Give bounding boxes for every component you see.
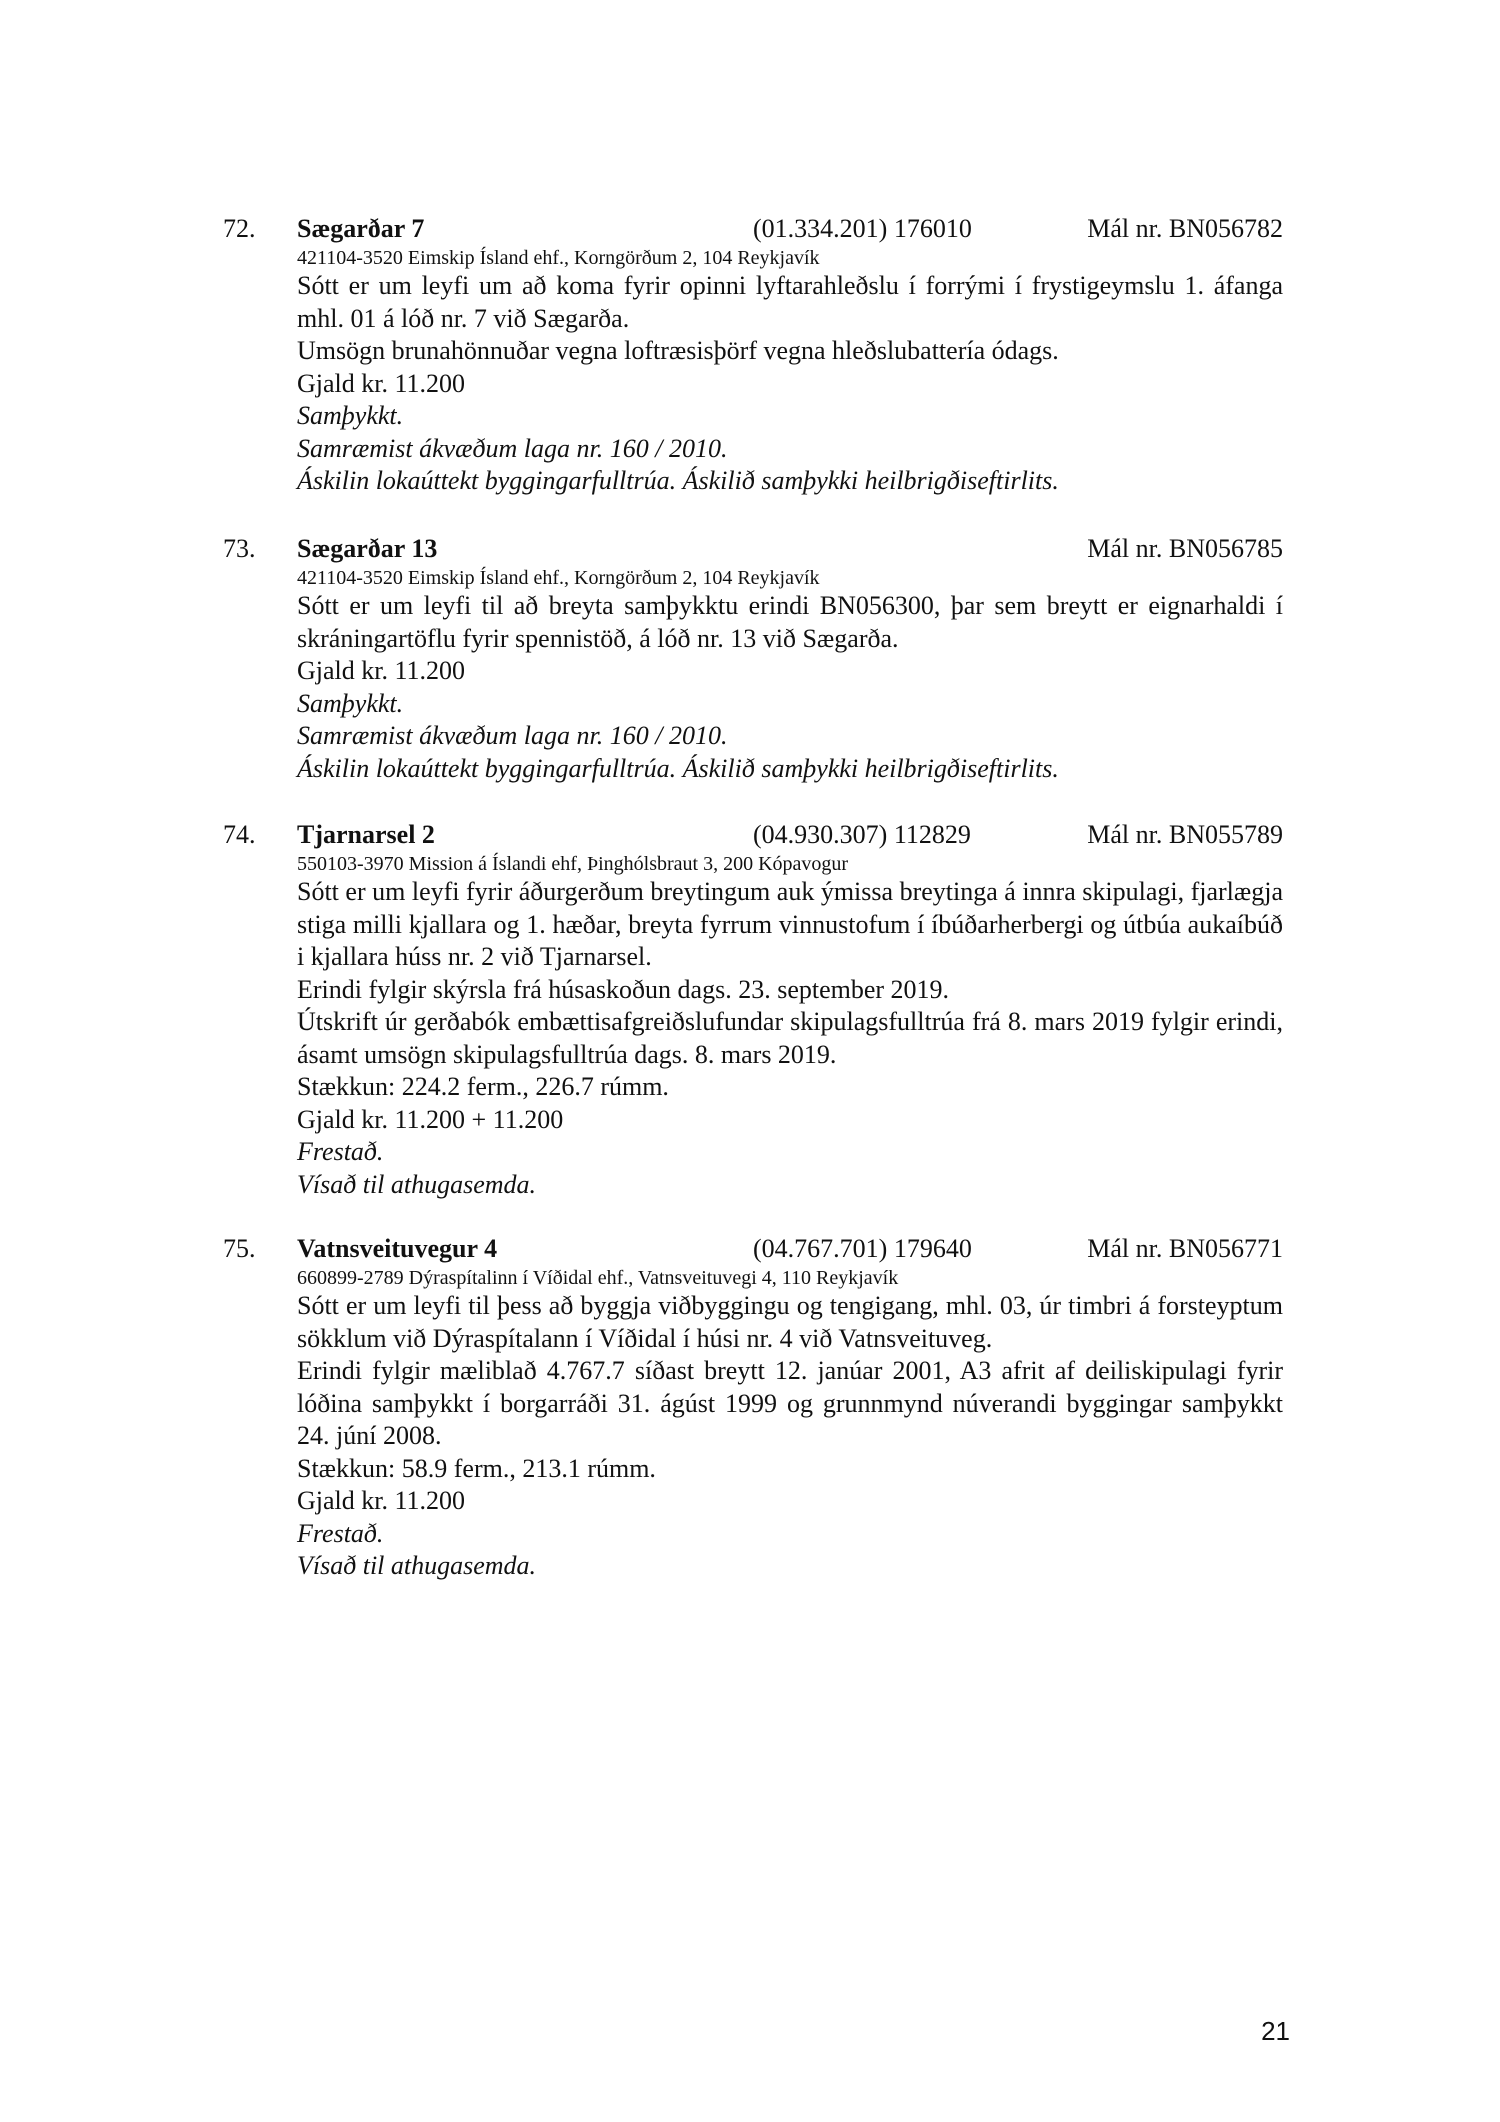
entry-address: Tjarnarsel 2 <box>297 820 435 849</box>
entry-reference: (04.930.307) 112829 <box>753 820 971 849</box>
entry-decision: Samþykkt. <box>297 401 404 430</box>
entry-description: Sótt er um leyfi til þess að byggja viðbyggingu og tengigang, mhl. 03, úr timbri á forsteyptum sökklum við Dýraspítalann í Víðidal í húsi nr. 4 við Vatnsveituveg. <box>297 1291 1283 1353</box>
entry-condition: Áskilin lokaúttekt byggingarfulltrúa. Áskilið samþykki heilbrigðiseftirlits. <box>297 753 1059 783</box>
entry-decision: Frestað. <box>297 1137 384 1166</box>
entry-72 <box>223 212 1283 498</box>
entry-description: Sótt er um leyfi til að breyta samþykktu erindi BN056300, þar sem breytt er eignarhaldi í skráningartöflu fyrir spennistöð, á lóð nr. 13 við Sægarða. <box>297 591 1283 653</box>
entry-description: Sótt er um leyfi fyrir áðurgerðum breytingum auk ýmissa breytinga á innra skipulagi, fjarlægja stiga milli kjallara og 1. hæðar, breyta fyrrum vinnustofum í íbúðarherbergi og útbúa aukaíbúð i kjallara húss nr. 2 við Tjarnarsel. <box>297 877 1283 971</box>
entry-reference: (01.334.201) 176010 <box>753 214 972 243</box>
entry-body <box>297 566 1283 785</box>
entry-case-number: Mál nr. BN056771 <box>1087 1234 1283 1263</box>
entry-referral: Vísað til athugasemda. <box>297 1551 537 1580</box>
entry-decision: Samþykkt. <box>297 688 404 718</box>
entry-address: Vatnsveituvegur 4 <box>297 1234 498 1263</box>
entry-number: 73. <box>223 534 256 563</box>
entry-number: 72. <box>223 214 256 243</box>
entry-decision: Frestað. <box>297 1518 384 1548</box>
entry-reference: (04.767.701) 179640 <box>753 1234 972 1263</box>
entry-description: Sótt er um leyfi um að koma fyrir opinni lyftarahleðslu í forrými í frystigeymslu 1. áfanga mhl. 01 á lóð nr. 7 við Sægarða. <box>297 271 1283 333</box>
entry-applicant: 660899-2789 Dýraspítalinn í Víðidal ehf., Vatnsveituvegi 4, 110 Reykjavík <box>297 1267 899 1289</box>
entry-case-number: Mál nr. BN056785 <box>1087 534 1283 563</box>
entry-case-number: Mál nr. BN056782 <box>1087 214 1283 243</box>
entry-fee: Gjald kr. 11.200 <box>297 656 466 685</box>
entry-law: Samræmist ákvæðum laga nr. 160 / 2010. <box>297 721 728 750</box>
entry-applicant: 421104-3520 Eimskip Ísland ehf., Korngörðum 2, 104 Reykjavík <box>297 247 820 269</box>
entry-74 <box>223 818 1283 1201</box>
entry-header <box>223 818 1283 852</box>
entry-applicant: 550103-3970 Mission á Íslandi ehf, Þinghólsbraut 3, 200 Kópavogur <box>297 853 849 875</box>
entry-condition: Áskilin lokaúttekt byggingarfulltrúa. Áskilið samþykki heilbrigðiseftirlits. <box>297 466 1059 495</box>
entry-75 <box>223 1232 1283 1583</box>
entry-address: Sægarðar 7 <box>297 214 425 243</box>
entry-enlargement: Stækkun: 224.2 ferm., 226.7 rúmm. <box>297 1072 669 1101</box>
entry-fee: Gjald kr. 11.200 <box>297 368 466 398</box>
entry-number: 75. <box>223 1234 256 1263</box>
entry-law: Samræmist ákvæðum laga nr. 160 / 2010. <box>297 433 728 463</box>
entry-note: Erindi fylgir skýrsla frá húsaskoðun dags. 23. september 2019. <box>297 974 950 1004</box>
entry-number: 74. <box>223 820 256 849</box>
entry-body <box>297 246 1283 498</box>
entry-73 <box>223 532 1283 785</box>
entry-header <box>223 212 1283 246</box>
entry-fee: Gjald kr. 11.200 + 11.200 <box>297 1104 564 1134</box>
entry-note: Útskrift úr gerðabók embættisafgreiðslufundar skipulagsfulltrúa frá 8. mars 2019 fylgir erindi, ásamt umsögn skipulagsfulltrúa dags. 8. mars 2019. <box>297 1007 1283 1069</box>
entry-referral: Vísað til athugasemda. <box>297 1169 537 1199</box>
entry-header <box>223 532 1283 566</box>
entry-body <box>297 1266 1283 1583</box>
entry-note: Umsögn brunahönnuðar vegna loftræsisþörf vegna hleðslubattería ódags. <box>297 336 1059 365</box>
entry-fee: Gjald kr. 11.200 <box>297 1486 466 1515</box>
entry-case-number: Mál nr. BN055789 <box>1087 820 1283 849</box>
entry-enlargement: Stækkun: 58.9 ferm., 213.1 rúmm. <box>297 1453 656 1483</box>
entry-applicant: 421104-3520 Eimskip Ísland ehf., Korngörðum 2, 104 Reykjavík <box>297 567 820 589</box>
entry-body <box>297 852 1283 1201</box>
entry-address: Sægarðar 13 <box>297 534 438 563</box>
page-number: 21 <box>1261 2016 1290 2046</box>
entry-note: Erindi fylgir mæliblað 4.767.7 síðast breytt 12. janúar 2001, A3 afrit af deiliskipulagi fyrir lóðina samþykkt í borgarráði 31. ágúst 1999 og grunnmynd núverandi byggingar samþykkt 24. júní 2008. <box>297 1356 1283 1450</box>
entry-header <box>223 1232 1283 1266</box>
